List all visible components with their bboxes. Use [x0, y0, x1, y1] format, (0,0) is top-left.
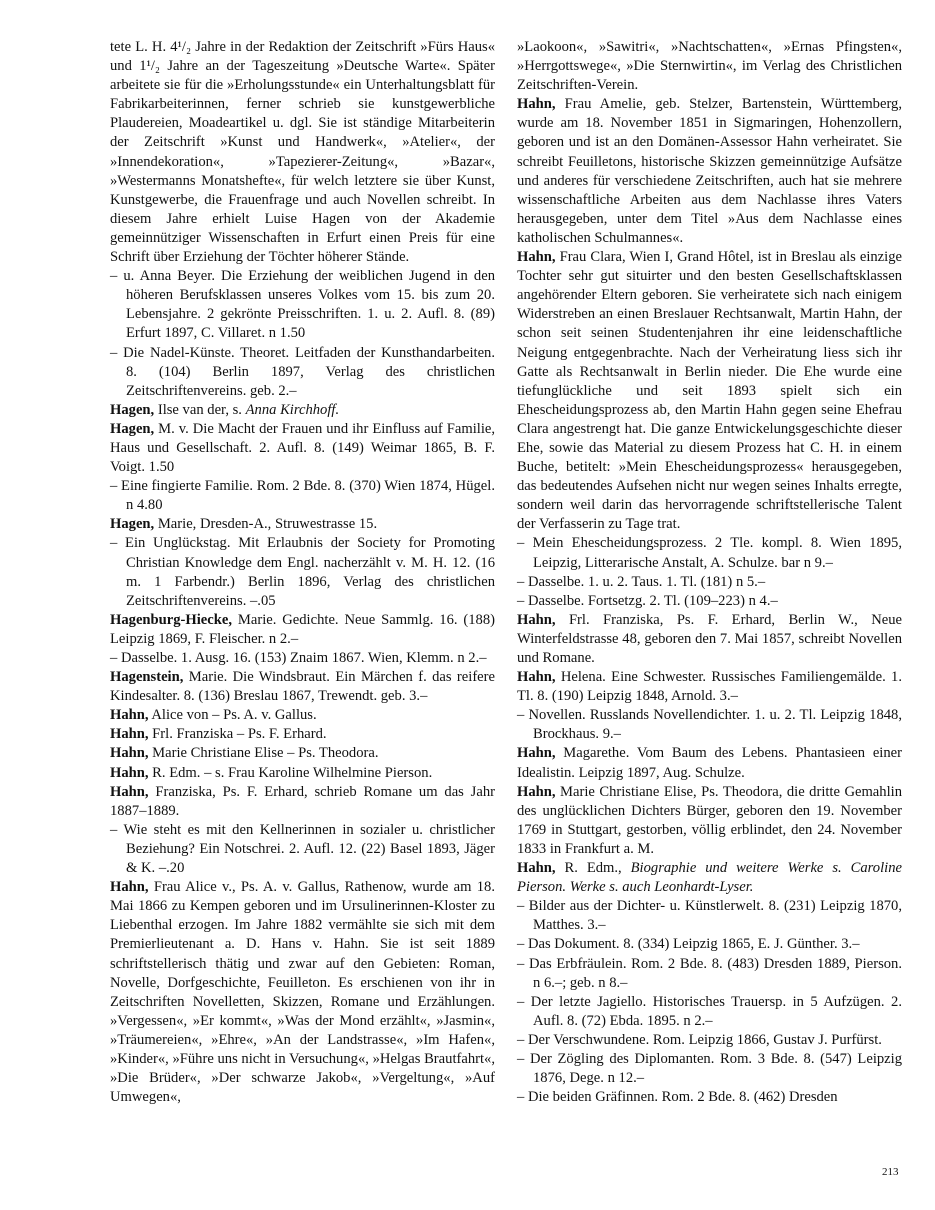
entry-body: Alice von – Ps. A. v. Gallus.	[148, 707, 317, 724]
entry	[517, 611, 902, 668]
work-entry	[110, 534, 495, 610]
entry-body: – Das Dokument. 8. (334) Leipzig 1865, E. J. Günther. 3.–	[517, 936, 860, 953]
entry-body: Franziska, Ps. F. Erhard, schrieb Romane um das Jahr 1887–1889.	[110, 783, 495, 819]
entry-headword: Hagenstein,	[110, 669, 184, 686]
work-entry	[517, 534, 902, 572]
entry-body: – Novellen. Russlands Novellendichter. 1. u. 2. Tl. Leipzig 1848, Brockhaus. 9.–	[517, 707, 902, 743]
work-entry	[517, 1050, 902, 1088]
entry	[110, 783, 495, 821]
entry-body: Ilse van der, s.	[154, 401, 246, 418]
entry-headword: Hagen,	[110, 420, 155, 437]
entry-body: Frau Amelie, geb. Stelzer, Bartenstein, Württemberg, wurde am 18. November 1851 in Sigmaringen, Hohenzollern, geboren und ist an den Domänen-Assessor Hahn verheiratet. Sie schreibt Feuilletons, historische Skizzen gemeinnützige Aufsätze und anderes für verschiedene Zeitschriften, auch hat sie mehrere wissenschaftliche Arbeiten aus dem Nachlasse ihres Vaters herausgegeben, unter dem Titel »Aus dem Nachlasse eines katholischen Schulmannes«.	[517, 96, 902, 246]
entry	[517, 668, 902, 706]
work-entry	[517, 573, 902, 592]
left-column	[110, 38, 495, 1107]
entry-headword: Hagen,	[110, 401, 155, 418]
entry-body: – Der letzte Jagiello. Historisches Trauersp. in 5 Aufzügen. 2. Aufl. 8. (72) Ebda. 1895. n 2.–	[517, 993, 902, 1029]
entry-text	[110, 38, 495, 267]
entry-body: Magarethe. Vom Baum des Lebens. Phantasieen einer Idealistin. Leipzig 1897, Aug. Schulze.	[517, 745, 902, 781]
entry-body: Frl. Franziska, Ps. F. Erhard, Berlin W., Neue Winterfeldstrasse 48, geboren den 7. Mai 1857, schreibt Novellen und Romane.	[517, 611, 902, 666]
work-entry	[517, 935, 902, 954]
entry-body: Marie Christiane Elise – Ps. Theodora.	[148, 745, 379, 762]
entry-body: – Mein Ehescheidungsprozess. 2 Tle. kompl. 8. Wien 1895, Leipzig, Litterarische Anstalt, A. Schulze. bar n 9.–	[517, 535, 902, 571]
entry-headword: Hahn,	[517, 249, 556, 266]
entry-headword: Hahn,	[517, 745, 556, 762]
entry	[110, 725, 495, 744]
work-entry	[517, 897, 902, 935]
entry	[110, 420, 495, 477]
entry-headword: Hagen,	[110, 516, 155, 533]
entry	[110, 744, 495, 763]
entry-body: Helena. Eine Schwester. Russisches Familiengemälde. 1. Tl. 8. (190) Leipzig 1848, Arnold. 3.–	[517, 669, 902, 705]
entry-headword: Hahn,	[517, 783, 556, 800]
work-entry	[110, 267, 495, 343]
entry-body: – Die beiden Gräfinnen. Rom. 2 Bde. 8. (462) Dresden	[517, 1089, 838, 1106]
entry	[517, 248, 902, 534]
entry	[517, 859, 902, 897]
entry-headword: Hahn,	[110, 879, 149, 896]
entry-body: – Der Verschwundene. Rom. Leipzig 1866, Gustav J. Purfürst.	[517, 1031, 882, 1048]
entry-headword: Hahn,	[517, 860, 556, 877]
entry	[517, 783, 902, 859]
entry-headword: Hahn,	[110, 764, 149, 781]
entry-body: Marie. Gedichte. Neue Sammlg. 16. (188) Leipzig 1869, F. Fleischer. n 2.–	[110, 611, 495, 647]
entry-headword: Hahn,	[110, 783, 149, 800]
work-entry	[110, 477, 495, 515]
entry-body: Frau Clara, Wien I, Grand Hôtel, ist in Breslau als einzige Tochter sehr gut situirter und den besten Gesellschaftsklassen angehörender Eltern geboren. Sie verheiratete sich nach einigem Widerstreben an einen Breslauer Rechtsanwalt, Martin Hahn, der schon seit seinen Studentenjahren ihr eine leidenschaftliche Neigung entgegenbrachte. Nach der Verheiratung liess sich ihr Gatte als Rechtsanwalt in Berlin nieder. Die Ehe wurde eine tiefunglückliche und seit 1893 spielt sich ein Ehescheidungsprozess ab, den Martin Hahn gegen seine Ehefrau Clara angestrengt hat. Die ganze Entwickelungsgeschichte dieser Ehe, sowie das Material zu diesem Prozess hat C. H. in einem Buche, betitelt: »Mein Ehescheidungsprozess« herausgegeben, das bedeutendes Aufsehen nicht nur wegen seines Inhalts erregte, sondern weil darin das hervorragende schriftstellerische Talent der Verfasserin zu Tage trat.	[517, 249, 902, 533]
entry	[110, 878, 495, 1107]
page-number: 213	[882, 1166, 899, 1178]
entry-headword: Hagenburg-Hiecke,	[110, 611, 233, 628]
entry	[110, 706, 495, 725]
entry-headword: Hahn,	[517, 96, 556, 113]
work-entry	[517, 1031, 902, 1050]
entry	[110, 764, 495, 783]
entry-body: – Eine fingierte Familie. Rom. 2 Bde. 8. (370) Wien 1874, Hügel. n 4.80	[110, 478, 495, 514]
entry-body: – Dasselbe. 1. Ausg. 16. (153) Znaim 1867. Wien, Klemm. n 2.–	[110, 650, 487, 666]
work-entry	[517, 993, 902, 1031]
entry-body: – Das Erbfräulein. Rom. 2 Bde. 8. (483) Dresden 1889, Pierson. n 6.–; geb. n 8.–	[517, 955, 902, 991]
right-column	[517, 38, 902, 1107]
entry-body: – Die Nadel-Künste. Theoret. Leitfaden der Kunsthandarbeiten. 8. (104) Berlin 1897, Verlag des christlichen Zeitschriftenvereins. geb. 2.–	[110, 344, 495, 399]
work-entry	[110, 344, 495, 401]
entry	[517, 95, 902, 248]
entry-body: R. Edm. – s. Frau Karoline Wilhelmine Pierson.	[148, 764, 433, 781]
entry	[517, 744, 902, 782]
work-entry	[517, 706, 902, 744]
entry-headword: Hahn,	[110, 726, 149, 743]
entry-body: Marie, Dresden-A., Struwestrasse 15.	[154, 516, 378, 533]
entry	[110, 515, 495, 534]
entry	[110, 401, 495, 420]
work-entry	[110, 821, 495, 878]
entry	[110, 668, 495, 706]
entry-body: – Ein Unglückstag. Mit Erlaubnis der Society for Promoting Christian Knowledge dem Engl. nacherzählt v. M. H. 12. (16 m. 1 Farbendr.) Berlin 1896, Verlag des christlichen Zeitschriftenvereins. –.05	[110, 535, 495, 609]
entry-body: – Der Zögling des Diplomanten. Rom. 3 Bde. 8. (547) Leipzig 1876, Dege. n 12.–	[517, 1050, 902, 1087]
entry-headword: Hahn,	[517, 669, 556, 686]
entry-body: Frau Alice v., Ps. A. v. Gallus, Rathenow, wurde am 18. Mai 1866 zu Kempen geboren und im Ursulinerinnen-Kloster zu Liebenthal erzogen. Im Jahre 1882 vermählte sie sich mit dem Premierlieutenant a. D. Hans v. Hahn. Sie ist seit 1889 schriftstellerisch thätig und zwar auf den Gebieten: Roman, Novelle, Dorfgeschichte, Feuilleton. Es erschienen von ihr in Zeitschriften Novelletten, Skizzen, Romane und Erzählungen. »Vergessen«, »Er kommt«, »Was der Mond erzählt«, »Jasmin«, »Träumereien«, »Ehre«, »An der Landstrasse«, »Im Hafen«, »Kinder«, »Führe uns nicht in Versuchung«, »Helgas Brautfahrt«, »Die Brüder«, »Der schwarze Jakob«, »Vergeltung«, »Auf Umwegen«,	[110, 879, 495, 1106]
entry-body: Marie Christiane Elise, Ps. Theodora, die dritte Gemahlin des unglücklichen Dichters Bürger, geboren den 19. November 1769 in Stuttgart, gestorben, völlig erblindet, den 24. November 1833 in Frankfurt a. M.	[517, 783, 902, 857]
entry-body: – Wie steht es mit den Kellnerinnen in sozialer u. christlicher Beziehung? Ein Notschrei. 2. Aufl. 12. (22) Basel 1893, Jäger & K. –.20	[110, 821, 495, 877]
work-entry	[517, 955, 902, 993]
entry-body: – Bilder aus der Dichter- u. Künstlerwelt. 8. (231) Leipzig 1870, Matthes. 3.–	[517, 898, 902, 934]
entry-body: – Dasselbe. 1. u. 2. Taus. 1. Tl. (181) n 5.–	[517, 573, 766, 590]
entry-body: Frl. Franziska – Ps. F. Erhard.	[148, 726, 327, 743]
entry-italic: Anna Kirchhoff.	[245, 401, 340, 418]
entry-body: – u. Anna Beyer. Die Erziehung der weiblichen Jugend in den höheren Berufsklassen unseres Volkes vom 15. bis zum 20. Lebensjahre. 2 gekrönte Preisschriften. 1. u. 2. Aufl. 8. (89) Erfurt 1897, C. Villaret. n 1.50	[110, 268, 495, 342]
entry-italic: Biographie und weitere Werke s. Caroline Pierson. Werke s. auch Leonhardt-Lyser.	[517, 860, 902, 896]
work-entry	[517, 592, 902, 611]
entry	[110, 611, 495, 649]
entry-body: M. v. Die Macht der Frauen und ihr Einfluss auf Familie, Haus und Gesellschaft. 2. Aufl. 8. (149) Weimar 1865, B. F. Voigt. 1.50	[110, 420, 495, 476]
work-entry	[110, 649, 495, 668]
entry-headword: Hahn,	[110, 707, 149, 724]
entry-body: »Laokoon«, »Sawitri«, »Nachtschatten«, »Ernas Pfingsten«, »Herrgottswege«, »Die Sternwirtin«, im Verlag des Christlichen Zeitschriften-Verein.	[517, 39, 902, 94]
entry-text	[517, 38, 902, 95]
entry-headword: Hahn,	[110, 745, 149, 762]
entry-body: Marie. Die Windsbraut. Ein Märchen f. das reifere Kindesalter. 8. (136) Breslau 1867, Trewendt. geb. 3.–	[110, 669, 495, 705]
entry-body: tete L. H. 4¹/₂ Jahre in der Redaktion der Zeitschrift »Fürs Haus« und 1¹/₂ Jahre an der Tageszeitung »Deutsche Warte«. Später arbeitete sie für die »Erholungsstunde« ein Unterhaltungsblatt für Fabrikarbeiterinnen, ferner schrieb sie kunstgewerbliche Plaudereien, Moadeartikel u. dgl. Sie ist ständige Mitarbeiterin der Zeitschrift »Kunst und Handwerk«, »Atelier«, der »Innendekoration«, »Tapezierer-Zeitung«, »Bazar«, »Westermanns Monatshefte«, für welch letztere sie über Kunst, Kunstgewerbe, die Frauenfrage und auch Novellen schreibt. In diesem Jahre erhielt Luise Hagen von der Akademie gemeinnütziger Wissenschaften in Erfurt einen Preis für eine Schrift über Erziehung der Töchter höherer Stände.	[110, 39, 495, 266]
entry-body: – Dasselbe. Fortsetzg. 2. Tl. (109–223) n 4.–	[517, 592, 778, 609]
entry-body: R. Edm.,	[555, 860, 631, 877]
entry-headword: Hahn,	[517, 611, 556, 628]
work-entry	[517, 1088, 902, 1107]
